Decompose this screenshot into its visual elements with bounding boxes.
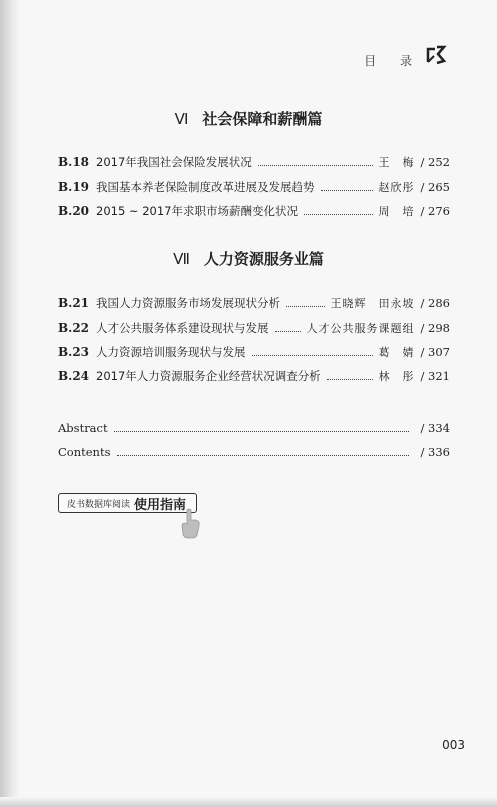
entry-title: 我国基本养老保险制度改革进展及发展趋势	[96, 180, 315, 194]
guide-big-text: 使用指南	[134, 497, 187, 513]
entry-title: 人力资源培训服务现状与发展	[96, 345, 246, 359]
toc-entry-b24[interactable]	[58, 366, 450, 386]
database-guide[interactable]	[58, 493, 197, 513]
entry-page: / 298	[420, 321, 450, 335]
page-number: 003	[442, 738, 465, 752]
dot-leader	[252, 355, 373, 356]
entry-title: 我国人力资源服务市场发展现状分析	[96, 296, 280, 310]
toc-entry-b20[interactable]	[58, 201, 450, 221]
entry-author: 葛 婧	[378, 346, 415, 359]
toc-entry-b22[interactable]	[58, 318, 450, 338]
entry-author: 林 彤	[378, 370, 415, 383]
running-header: 目 录	[364, 54, 422, 68]
section-number: Ⅶ	[173, 250, 190, 268]
section-title-vi	[0, 108, 497, 129]
entry-page: / 307	[420, 345, 450, 359]
entry-code: B.23	[58, 345, 90, 359]
pishu-logo-icon	[425, 44, 447, 66]
entry-page: / 252	[420, 155, 450, 169]
dot-leader	[114, 431, 409, 432]
entry-title: 2017年人力资源服务企业经营状况调查分析	[96, 369, 321, 383]
section-number: Ⅵ	[174, 110, 189, 128]
entry-author: 周 培	[378, 205, 415, 218]
entry-page: / 321	[420, 369, 450, 383]
toc-entry-abstract[interactable]	[58, 418, 450, 438]
entry-page: / 336	[420, 445, 450, 459]
section-title-text: 社会保障和薪酬篇	[202, 110, 323, 128]
toc-entry-contents[interactable]	[58, 442, 450, 462]
entry-page: / 265	[420, 180, 450, 194]
entry-page: / 286	[420, 296, 450, 310]
toc-entry-b21[interactable]	[58, 293, 450, 313]
entry-page: / 276	[420, 204, 450, 218]
dot-leader	[321, 190, 373, 191]
guide-box[interactable]	[58, 493, 197, 513]
section-title-text: 人力资源服务业篇	[203, 250, 324, 268]
entry-title: 人才公共服务体系建设现状与发展	[96, 321, 269, 335]
guide-small-text: 皮书数据库阅读	[67, 499, 131, 510]
entry-author: 王 梅	[378, 156, 415, 169]
entry-page: / 334	[420, 421, 450, 435]
entry-author: 人才公共服务课题组	[306, 322, 415, 335]
dot-leader	[258, 165, 373, 166]
section-title-vii	[0, 248, 497, 269]
entry-code: B.20	[58, 204, 90, 218]
dot-leader	[304, 214, 373, 215]
dot-leader	[275, 331, 301, 332]
entry-title: 2017年我国社会保险发展状况	[96, 155, 252, 169]
toc-entry-b18[interactable]	[58, 152, 450, 172]
entry-code: B.19	[58, 180, 90, 194]
entry-title: Contents	[58, 445, 111, 459]
toc-entry-b19[interactable]	[58, 177, 450, 197]
entry-code: B.24	[58, 369, 90, 383]
pointing-hand-icon	[180, 508, 202, 540]
page-bottom-shadow	[0, 797, 497, 807]
entry-title: Abstract	[58, 421, 108, 435]
dot-leader	[286, 306, 325, 307]
entry-author: 王晓辉 田永坡	[330, 297, 415, 310]
entry-code: B.18	[58, 155, 90, 169]
entry-code: B.21	[58, 296, 90, 310]
entry-title: 2015 ~ 2017年求职市场薪酬变化状况	[96, 204, 298, 218]
entry-author: 赵欣彤	[378, 181, 415, 194]
toc-entry-b23[interactable]	[58, 342, 450, 362]
dot-leader	[327, 379, 373, 380]
dot-leader	[117, 455, 409, 456]
entry-code: B.22	[58, 321, 90, 335]
